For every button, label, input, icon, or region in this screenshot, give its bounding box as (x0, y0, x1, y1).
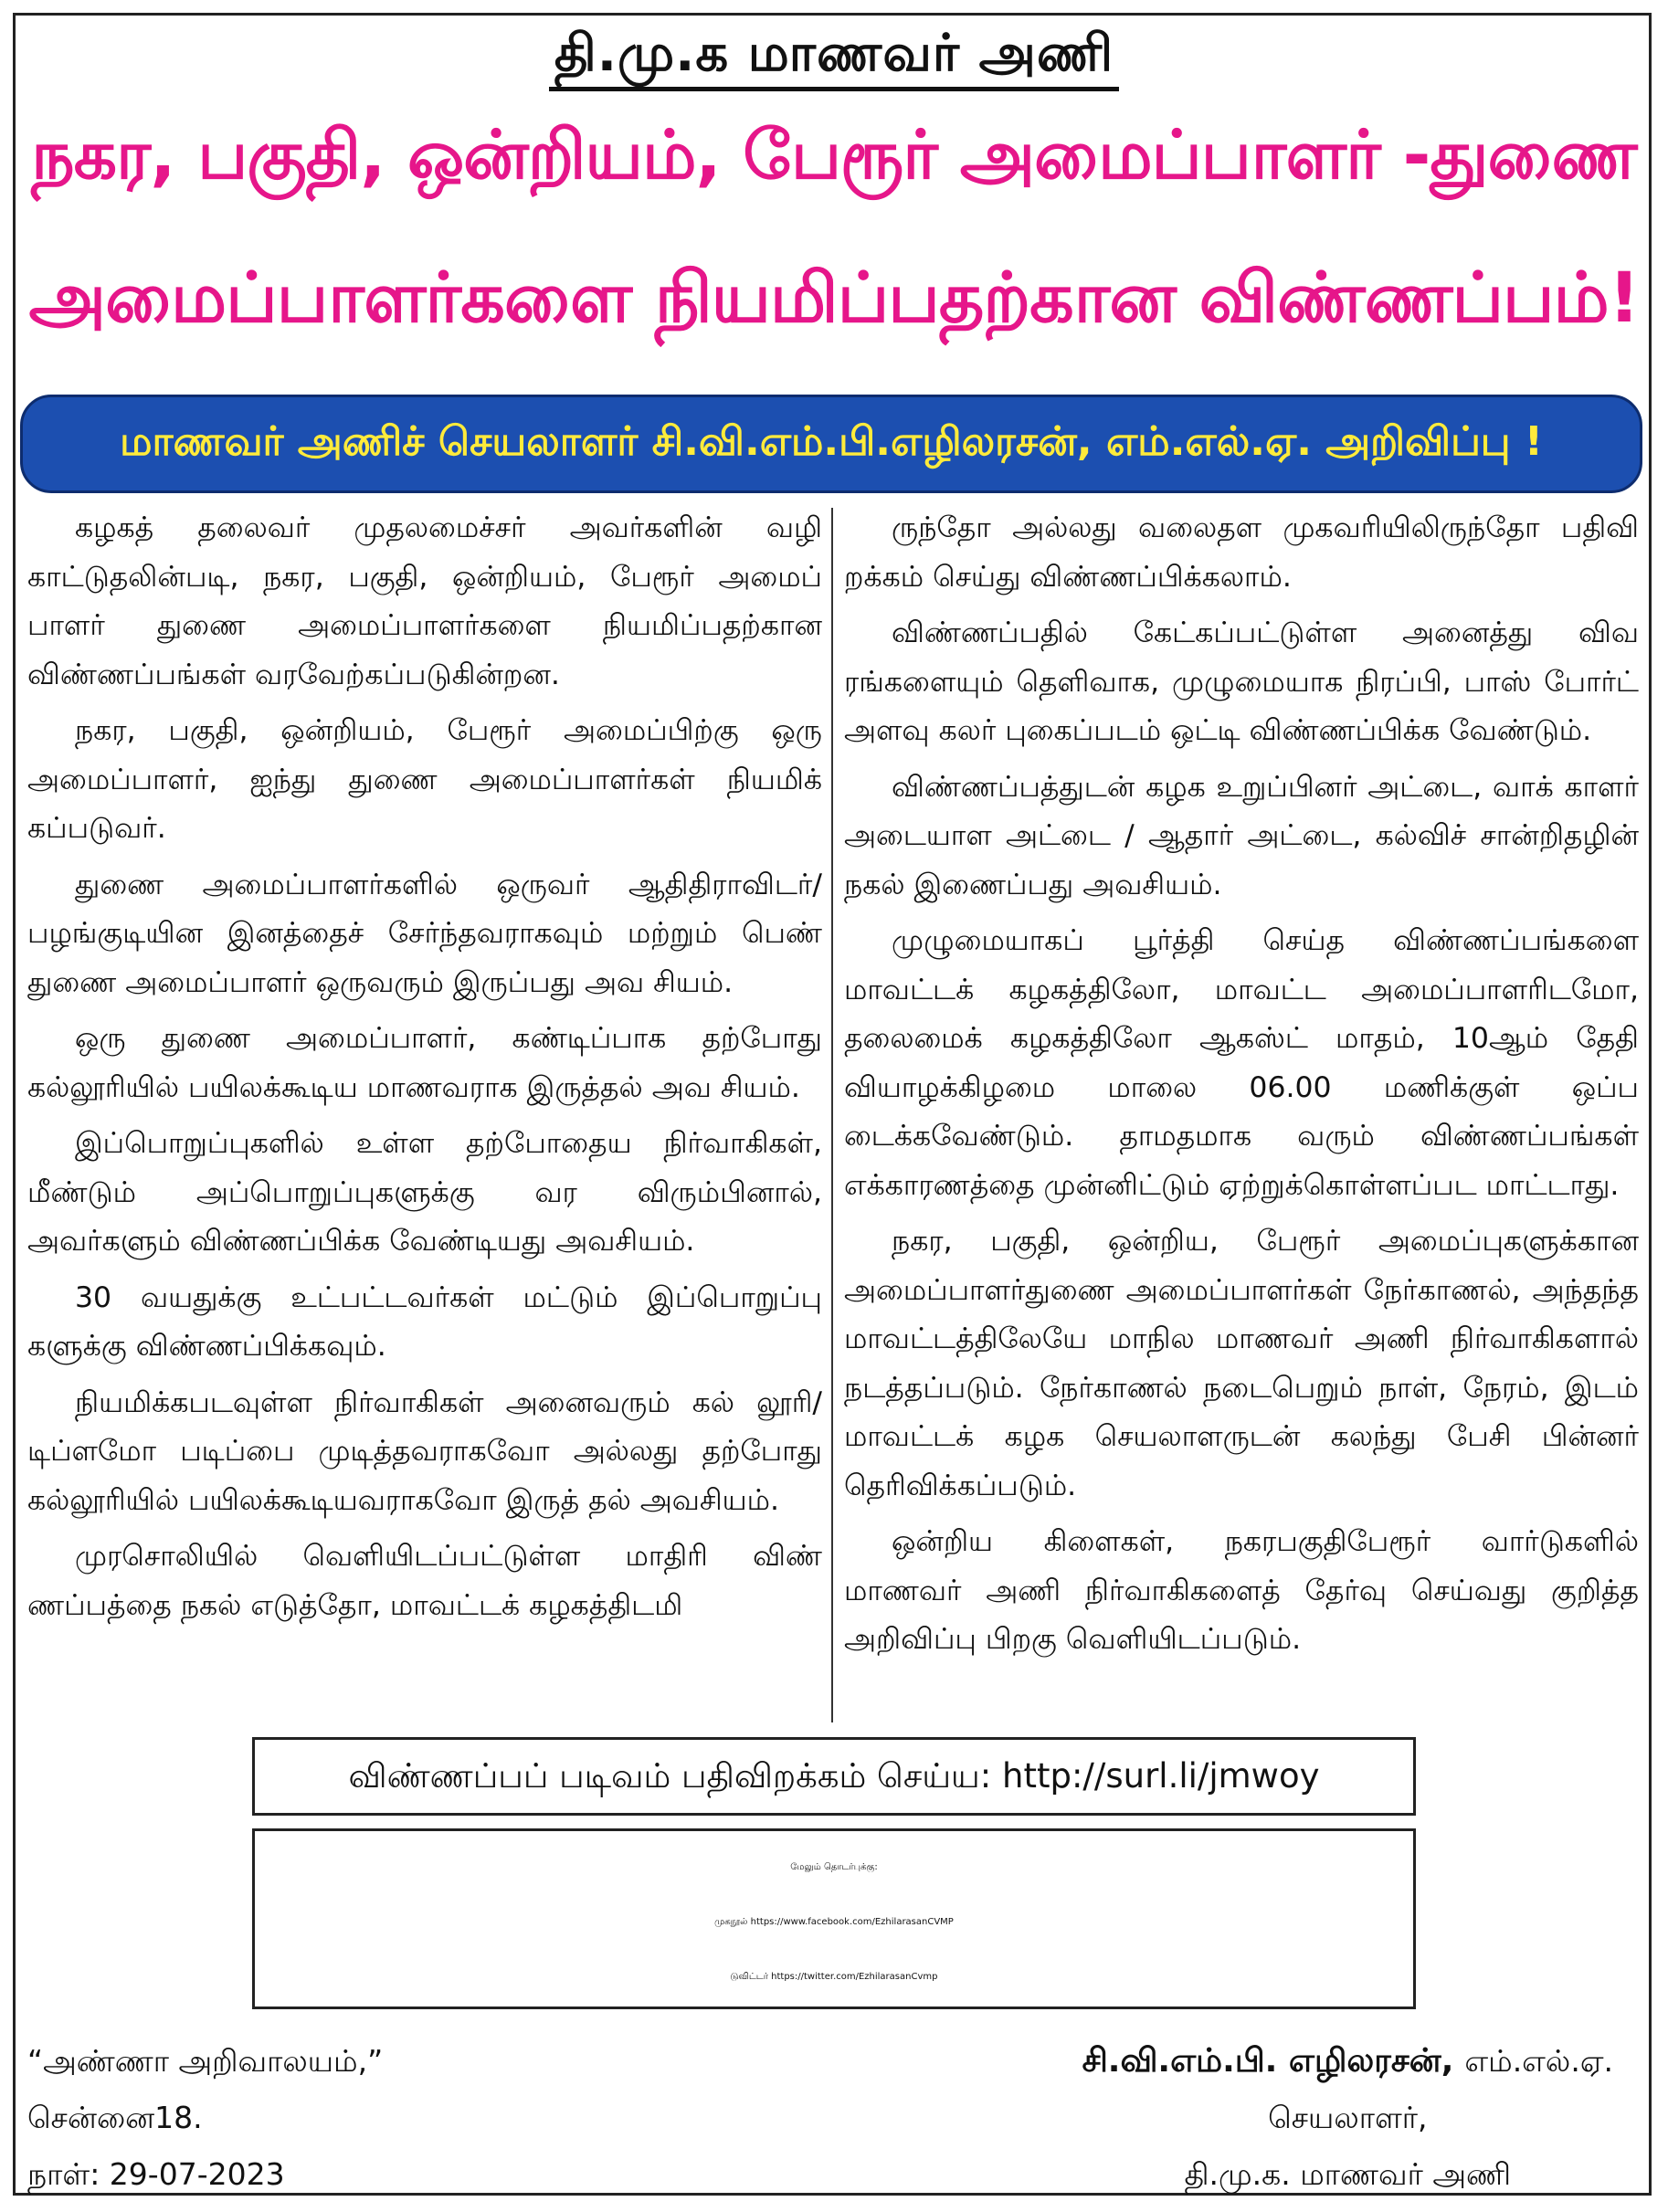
paragraph: கழகத் தலைவர் முதலமைச்சர் அவர்களின் வழி காட்டுதலின்படி, நகர, பகுதி, ஒன்றியம், பேரூர் அமைப் பாளர் துணை அமைப்பாளர்களை நியமிப்பதற்கான விண்ணப்பங்கள் வரவேற்கப்படுகின்றன. (27, 511, 822, 691)
left-column (27, 504, 822, 1638)
headline-line-2: அமைப்பாளர்களை நியமிப்பதற்கான விண்ணப்பம்! (28, 257, 1640, 338)
contact-box (252, 1828, 1416, 2009)
paragraph: ருந்தோ அல்லது வலைதள முகவரியிலிருந்தோ பதிவி றக்கம் செய்து விண்ணப்பிக்கலாம். (844, 511, 1639, 594)
contact-heading: மேலும் தொடர்புக்கு: (790, 1862, 878, 1872)
paragraph: நியமிக்கபடவுள்ள நிர்வாகிகள் அனைவரும் கல் லூரி/டிப்ளமோ படிப்பை முடித்தவராகவோ அல்லது தற்போது கல்லூரியில் பயிலக்கூடியவராகவோ இருத் தல் அவசியம். (27, 1385, 822, 1517)
signatory-line (1082, 2033, 1613, 2090)
column-divider (831, 508, 833, 1722)
banner-text: மாணவர் அணிச் செயலாளர் சி.வி.எம்.பி.எழிலரசன், எம்.எல்.ஏ. அறிவிப்பு ! (120, 417, 1543, 465)
signatory-suffix: எம்.எல்.ஏ. (1464, 2043, 1613, 2079)
twitter-link[interactable]: டுவிட்டர் https://twitter.com/EzhilarasanCvmp (730, 1972, 938, 1982)
org-title (0, 24, 1668, 90)
signature-block (1082, 2033, 1613, 2203)
paragraph: ஒன்றிய கிளைகள், நகரபகுதிபேரூர் வார்டுகளில் மாணவர் அணி நிர்வாகிகளைத் தேர்வு செய்வது குறித்த அறிவிப்பு பிறகு வெளியிடப்படும். (844, 1525, 1639, 1656)
signatory-name: சி.வி.எம்.பி. எழிலரசன், (1082, 2042, 1454, 2080)
download-link-text[interactable]: விண்ணப்பப் படிவம் பதிவிறக்கம் செய்ய: http://surl.li/jmwoy (348, 1756, 1320, 1796)
headline-line-1: நகர, பகுதி, ஒன்றியம், பேரூர் அமைப்பாளர் -துணை (31, 116, 1637, 195)
address-line-2: சென்னை18. (27, 2100, 203, 2135)
paragraph: முரசொலியில் வெளியிடப்பட்டுள்ள மாதிரி விண் ணப்பத்தை நகல் எடுத்தோ, மாவட்டக் கழகத்திடமி (27, 1540, 822, 1622)
paragraph: 30 வயதுக்கு உட்பட்டவர்கள் மட்டும் இப்பொறுப்பு களுக்கு விண்ணப்பிக்கவும். (27, 1280, 822, 1363)
paragraph: விண்ணப்பதில் கேட்கப்பட்டுள்ள அனைத்து விவ ரங்களையும் தெளிவாக, முழுமையாக நிரப்பி, பாஸ் போர்ட் அளவு கலர் புகைப்படம் ஒட்டி விண்ணப்பிக்க வேண்டும். (844, 616, 1639, 747)
paragraph: ஒரு துணை அமைப்பாளர், கண்டிப்பாக தற்போது கல்லூரியில் பயிலக்கூடிய மாணவராக இருத்தல் அவ சியம். (27, 1022, 822, 1104)
download-link-box (252, 1737, 1416, 1816)
signatory-org: தி.மு.க. மாணவர் அணி (1184, 2156, 1512, 2192)
paragraph: நகர, பகுதி, ஒன்றியம், பேரூர் அமைப்பிற்கு ஒரு அமைப்பாளர், ஐந்து துணை அமைப்பாளர்கள் நியமிக் கப்படுவர். (27, 714, 822, 845)
right-column (844, 504, 1639, 1672)
paragraph: நகர, பகுதி, ஒன்றிய, பேரூர் அமைப்புகளுக்கான அமைப்பாளர்துணை அமைப்பாளர்கள் நேர்காணல், அந்தந்த மாவட்டத்திலேயே மாநில மாணவர் அணி நிர்வாகிகளால் நடத்தப்படும். நேர்காணல் நடைபெறும் நாள், நேரம், இடம் மாவட்டக் கழக செயலாளருடன் கலந்து பேசி பின்னர் தெரிவிக்கப்படும். (844, 1225, 1639, 1502)
paragraph: துணை அமைப்பாளர்களில் ஒருவர் ஆதிதிராவிடர்/ பழங்குடியின இனத்தைச் சேர்ந்தவராகவும் மற்றும் பெண் துணை அமைப்பாளர் ஒருவரும் இருப்பது அவ சியம். (27, 868, 822, 999)
signatory-role: செயலாளர், (1268, 2100, 1428, 2135)
paragraph: இப்பொறுப்புகளில் உள்ள தற்போதைய நிர்வாகிகள், மீண்டும் அப்பொறுப்புகளுக்கு வர விரும்பினால், அவர்களும் விண்ணப்பிக்க வேண்டியது அவசியம். (27, 1127, 822, 1258)
org-title-text: தி.மு.க மாணவர் அணி (549, 24, 1119, 91)
announcement-banner (20, 395, 1642, 493)
paragraph: முழுமையாகப் பூர்த்தி செய்த விண்ணப்பங்களை மாவட்டக் கழகத்திலோ, மாவட்ட அமைப்பாளரிடமோ, தலைமைக் கழகத்திலோ ஆகஸ்ட் மாதம், 10ஆம் தேதி வியாழக்கிழமை மாலை 06.00 மணிக்குள் ஒப்ப டைக்கவேண்டும். தாமதமாக வரும் விண்ணப்பங்கள் எக்காரணத்தை முன்னிட்டும் ஏற்றுக்கொள்ளப்பட மாட்டாது. (844, 924, 1639, 1202)
issue-date: நாள்: 29-07-2023 (27, 2156, 285, 2192)
paragraph: விண்ணப்பத்துடன் கழக உறுப்பினர் அட்டை, வாக் காளர் அடையாள அட்டை / ஆதார் அட்டை, கல்விச் சான்றிதழின் நகல் இணைப்பது அவசியம். (844, 770, 1639, 901)
address-line-1: “அண்ணா அறிவாலயம்,” (27, 2043, 384, 2079)
facebook-link[interactable]: முகநூல் https://www.facebook.com/EzhilarasanCVMP (714, 1917, 954, 1927)
address-block (27, 2033, 383, 2203)
